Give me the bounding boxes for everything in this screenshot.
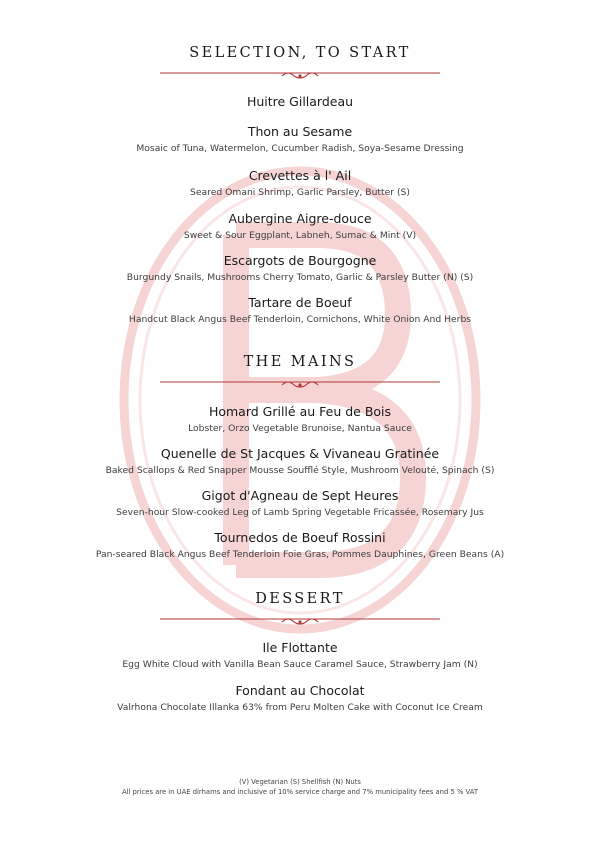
section-title-starters: SELECTION, TO START [189,45,411,61]
menu-item [0,683,600,714]
menu-item [0,94,600,110]
menu-item [0,488,600,519]
menu-item [0,295,600,326]
dish-name: Crevettes à l' Ail [248,168,352,183]
price-note: All prices are in UAE dirhams and inclusive of 10% service charge and 7% municipality fees and 5 % VAT [121,788,479,796]
menu-item [0,530,600,561]
dish-description: Valrhona Chocolate Illanka 63% from Peru Molten Cake with Coconut Ice Cream [117,702,483,713]
ornament-divider [160,613,440,627]
dish-description: Handcut Black Angus Beef Tenderloin, Cornichons, White Onion And Herbs [128,314,472,325]
dish-name: Fondant au Chocolat [235,683,365,698]
dish-name: Ile Flottante [262,640,338,655]
dish-description: Lobster, Orzo Vegetable Brunoise, Nantua Sauce [188,423,412,434]
dish-name: Quenelle de St Jacques & Vivaneau Gratinée [160,446,440,461]
menu-item [0,168,600,199]
dish-description: Sweet & Sour Eggplant, Labneh, Sumac & Mint (V) [183,230,417,241]
dish-name: Homard Grillé au Feu de Bois [208,404,392,419]
menu-item [0,404,600,435]
ornament-divider [160,67,440,81]
dish-description: Baked Scallops & Red Snapper Mousse Soufflé Style, Mushroom Velouté, Spinach (S) [105,465,495,476]
dish-name: Escargots de Bourgogne [223,253,377,268]
menu-item [0,446,600,477]
dish-description: Egg White Cloud with Vanilla Bean Sauce Caramel Sauce, Strawberry Jam (N) [122,659,478,670]
menu-item [0,211,600,242]
menu-item [0,253,600,284]
dish-description: Mosaic of Tuna, Watermelon, Cucumber Radish, Soya-Sesame Dressing [136,143,464,154]
dish-description: Burgundy Snails, Mushrooms Cherry Tomato, Garlic & Parsley Butter (N) (S) [126,272,474,283]
section-title-mains: THE MAINS [243,354,357,370]
dish-name: Aubergine Aigre-douce [228,211,372,226]
ornament-divider [160,376,440,390]
dietary-legend: (V) Vegetarian (S) Shellfish (N) Nuts [239,778,361,786]
menu-item [0,640,600,671]
dish-name: Tartare de Boeuf [248,295,352,310]
section-title-dessert: DESSERT [255,591,345,607]
dish-name: Huitre Gillardeau [246,94,354,109]
dish-name: Thon au Sesame [247,124,353,139]
dish-description: Seven-hour Slow-cooked Leg of Lamb Spring Vegetable Fricassée, Rosemary Jus [116,507,484,518]
menu-item [0,124,600,155]
dish-name: Tournedos de Boeuf Rossini [214,530,386,545]
dish-name: Gigot d'Agneau de Sept Heures [201,488,399,503]
dish-description: Seared Omani Shrimp, Garlic Parsley, Butter (S) [190,187,410,198]
dish-description: Pan-seared Black Angus Beef Tenderloin Foie Gras, Pommes Dauphines, Green Beans (A) [95,549,505,560]
